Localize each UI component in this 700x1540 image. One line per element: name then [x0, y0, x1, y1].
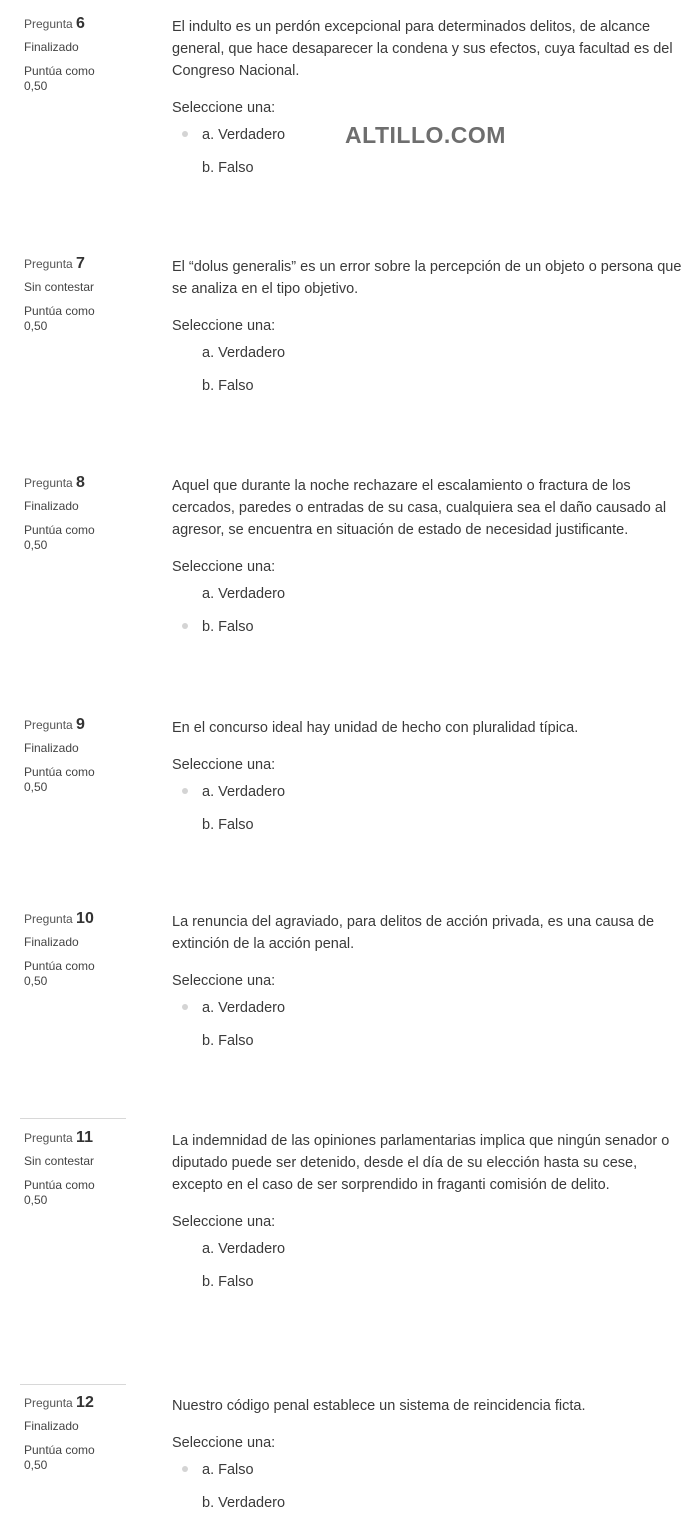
answer-option[interactable] — [172, 373, 687, 406]
answer-label: a. Verdadero — [202, 345, 286, 361]
answer-option[interactable] — [172, 779, 687, 812]
answer-prompt: Seleccione una: — [172, 318, 276, 334]
question-divider — [20, 1118, 126, 1119]
answer-list — [172, 995, 687, 1061]
question-label: Pregunta — [24, 1131, 73, 1145]
question-state: Finalizado — [24, 499, 79, 513]
answer-prompt: Seleccione una: — [172, 757, 276, 773]
question-info — [24, 1130, 124, 1208]
question-number: 9 — [76, 716, 85, 733]
question-state: Finalizado — [24, 1419, 79, 1433]
answer-label: b. Falso — [202, 619, 254, 635]
question-content — [172, 256, 687, 406]
radio-selected-icon — [182, 1466, 188, 1472]
answer-list — [172, 779, 687, 845]
answer-label: a. Verdadero — [202, 586, 286, 602]
answer-option[interactable] — [172, 1457, 687, 1490]
answer-label: b. Falso — [202, 1033, 254, 1049]
question-number-line — [24, 1130, 124, 1146]
answer-list — [172, 1236, 687, 1302]
answer-prompt: Seleccione una: — [172, 973, 276, 989]
question-info — [24, 717, 124, 795]
question-label: Pregunta — [24, 1396, 73, 1410]
question-content — [172, 911, 687, 1061]
question-grade: Puntúa como 0,50 — [24, 1443, 95, 1472]
answer-option[interactable] — [172, 340, 687, 373]
answer-option[interactable] — [172, 614, 687, 647]
question-number-line — [24, 717, 124, 733]
question-grade: Puntúa como 0,50 — [24, 765, 95, 794]
answer-option[interactable] — [172, 1269, 687, 1302]
question-content — [172, 1395, 687, 1523]
question-label: Pregunta — [24, 17, 73, 31]
question-number-line — [24, 1395, 124, 1411]
answer-list — [172, 1457, 687, 1523]
question-number: 7 — [76, 255, 85, 272]
answer-option[interactable] — [172, 155, 687, 188]
question-label: Pregunta — [24, 476, 73, 490]
question-number: 11 — [76, 1129, 93, 1146]
answer-label: b. Falso — [202, 817, 254, 833]
question-number: 12 — [76, 1394, 94, 1411]
question-label: Pregunta — [24, 912, 73, 926]
question-number-line — [24, 911, 124, 927]
watermark-logo: ALTILLO.COM — [345, 122, 506, 148]
question-content — [172, 475, 687, 647]
answer-list — [172, 340, 687, 406]
question-content — [172, 1130, 687, 1302]
question-number-line — [24, 256, 124, 272]
answer-option[interactable] — [172, 581, 687, 614]
question-state: Sin contestar — [24, 1154, 95, 1168]
question-state: Sin contestar — [24, 280, 95, 294]
question-text: Aquel que durante la noche rechazare el escalamiento o fractura de los cercados, paredes o entradas de su casa, cualquiera sea el daño causado al agresor, se encuentra en situación de estado de necesidad justificante. — [172, 478, 667, 538]
answer-label: b. Verdadero — [202, 1495, 286, 1511]
answer-prompt: Seleccione una: — [172, 1214, 276, 1230]
question-content — [172, 717, 687, 845]
answer-label: a. Verdadero — [202, 1000, 286, 1016]
answer-option[interactable] — [172, 1236, 687, 1269]
answer-option[interactable] — [172, 1490, 687, 1523]
question-label: Pregunta — [24, 257, 73, 271]
answer-list — [172, 581, 687, 647]
question-text: El “dolus generalis” es un error sobre la percepción de un objeto o persona que se analiza en el tipo objetivo. — [172, 259, 682, 297]
question-number: 6 — [76, 15, 85, 32]
radio-selected-icon — [182, 1004, 188, 1010]
question-info — [24, 16, 124, 94]
answer-label: b. Falso — [202, 1274, 254, 1290]
question-info — [24, 911, 124, 989]
radio-selected-icon — [182, 131, 188, 137]
answer-label: a. Verdadero — [202, 127, 286, 143]
question-grade: Puntúa como 0,50 — [24, 304, 95, 333]
question-state: Finalizado — [24, 935, 79, 949]
question-info — [24, 256, 124, 334]
question-text: El indulto es un perdón excepcional para determinados delitos, de alcance general, que hace desaparecer la condena y sus efectos, cuya facultad es del Congreso Nacional. — [172, 19, 673, 79]
answer-label: a. Falso — [202, 1462, 254, 1478]
radio-selected-icon — [182, 623, 188, 629]
answer-option[interactable] — [172, 812, 687, 845]
question-text: Nuestro código penal establece un sistema de reincidencia ficta. — [172, 1398, 586, 1414]
question-text: La indemnidad de las opiniones parlamentarias implica que ningún senador o diputado puede ser detenido, desde el día de su elección hasta su cese, excepto en el caso de ser sorprendido in fraganti comisión de delito. — [172, 1133, 670, 1193]
question-info — [24, 1395, 124, 1473]
question-number: 8 — [76, 474, 85, 491]
question-text: La renuncia del agraviado, para delitos de acción privada, es una causa de extinción de la acción penal. — [172, 914, 655, 952]
question-grade: Puntúa como 0,50 — [24, 959, 95, 988]
radio-selected-icon — [182, 788, 188, 794]
question-grade: Puntúa como 0,50 — [24, 64, 95, 93]
question-number: 10 — [76, 910, 94, 927]
question-info — [24, 475, 124, 553]
question-state: Finalizado — [24, 40, 79, 54]
question-number-line — [24, 475, 124, 491]
answer-prompt: Seleccione una: — [172, 1435, 276, 1451]
answer-label: a. Verdadero — [202, 784, 286, 800]
answer-label: b. Falso — [202, 160, 254, 176]
question-content — [172, 16, 687, 188]
answer-prompt: Seleccione una: — [172, 100, 276, 116]
question-grade: Puntúa como 0,50 — [24, 1178, 95, 1207]
question-text: En el concurso ideal hay unidad de hecho con pluralidad típica. — [172, 720, 579, 736]
answer-option[interactable] — [172, 995, 687, 1028]
question-number-line — [24, 16, 124, 32]
question-label: Pregunta — [24, 718, 73, 732]
question-divider — [20, 1384, 126, 1385]
answer-option[interactable] — [172, 1028, 687, 1061]
question-grade: Puntúa como 0,50 — [24, 523, 95, 552]
question-state: Finalizado — [24, 741, 79, 755]
answer-label: a. Verdadero — [202, 1241, 286, 1257]
answer-prompt: Seleccione una: — [172, 559, 276, 575]
answer-label: b. Falso — [202, 378, 254, 394]
